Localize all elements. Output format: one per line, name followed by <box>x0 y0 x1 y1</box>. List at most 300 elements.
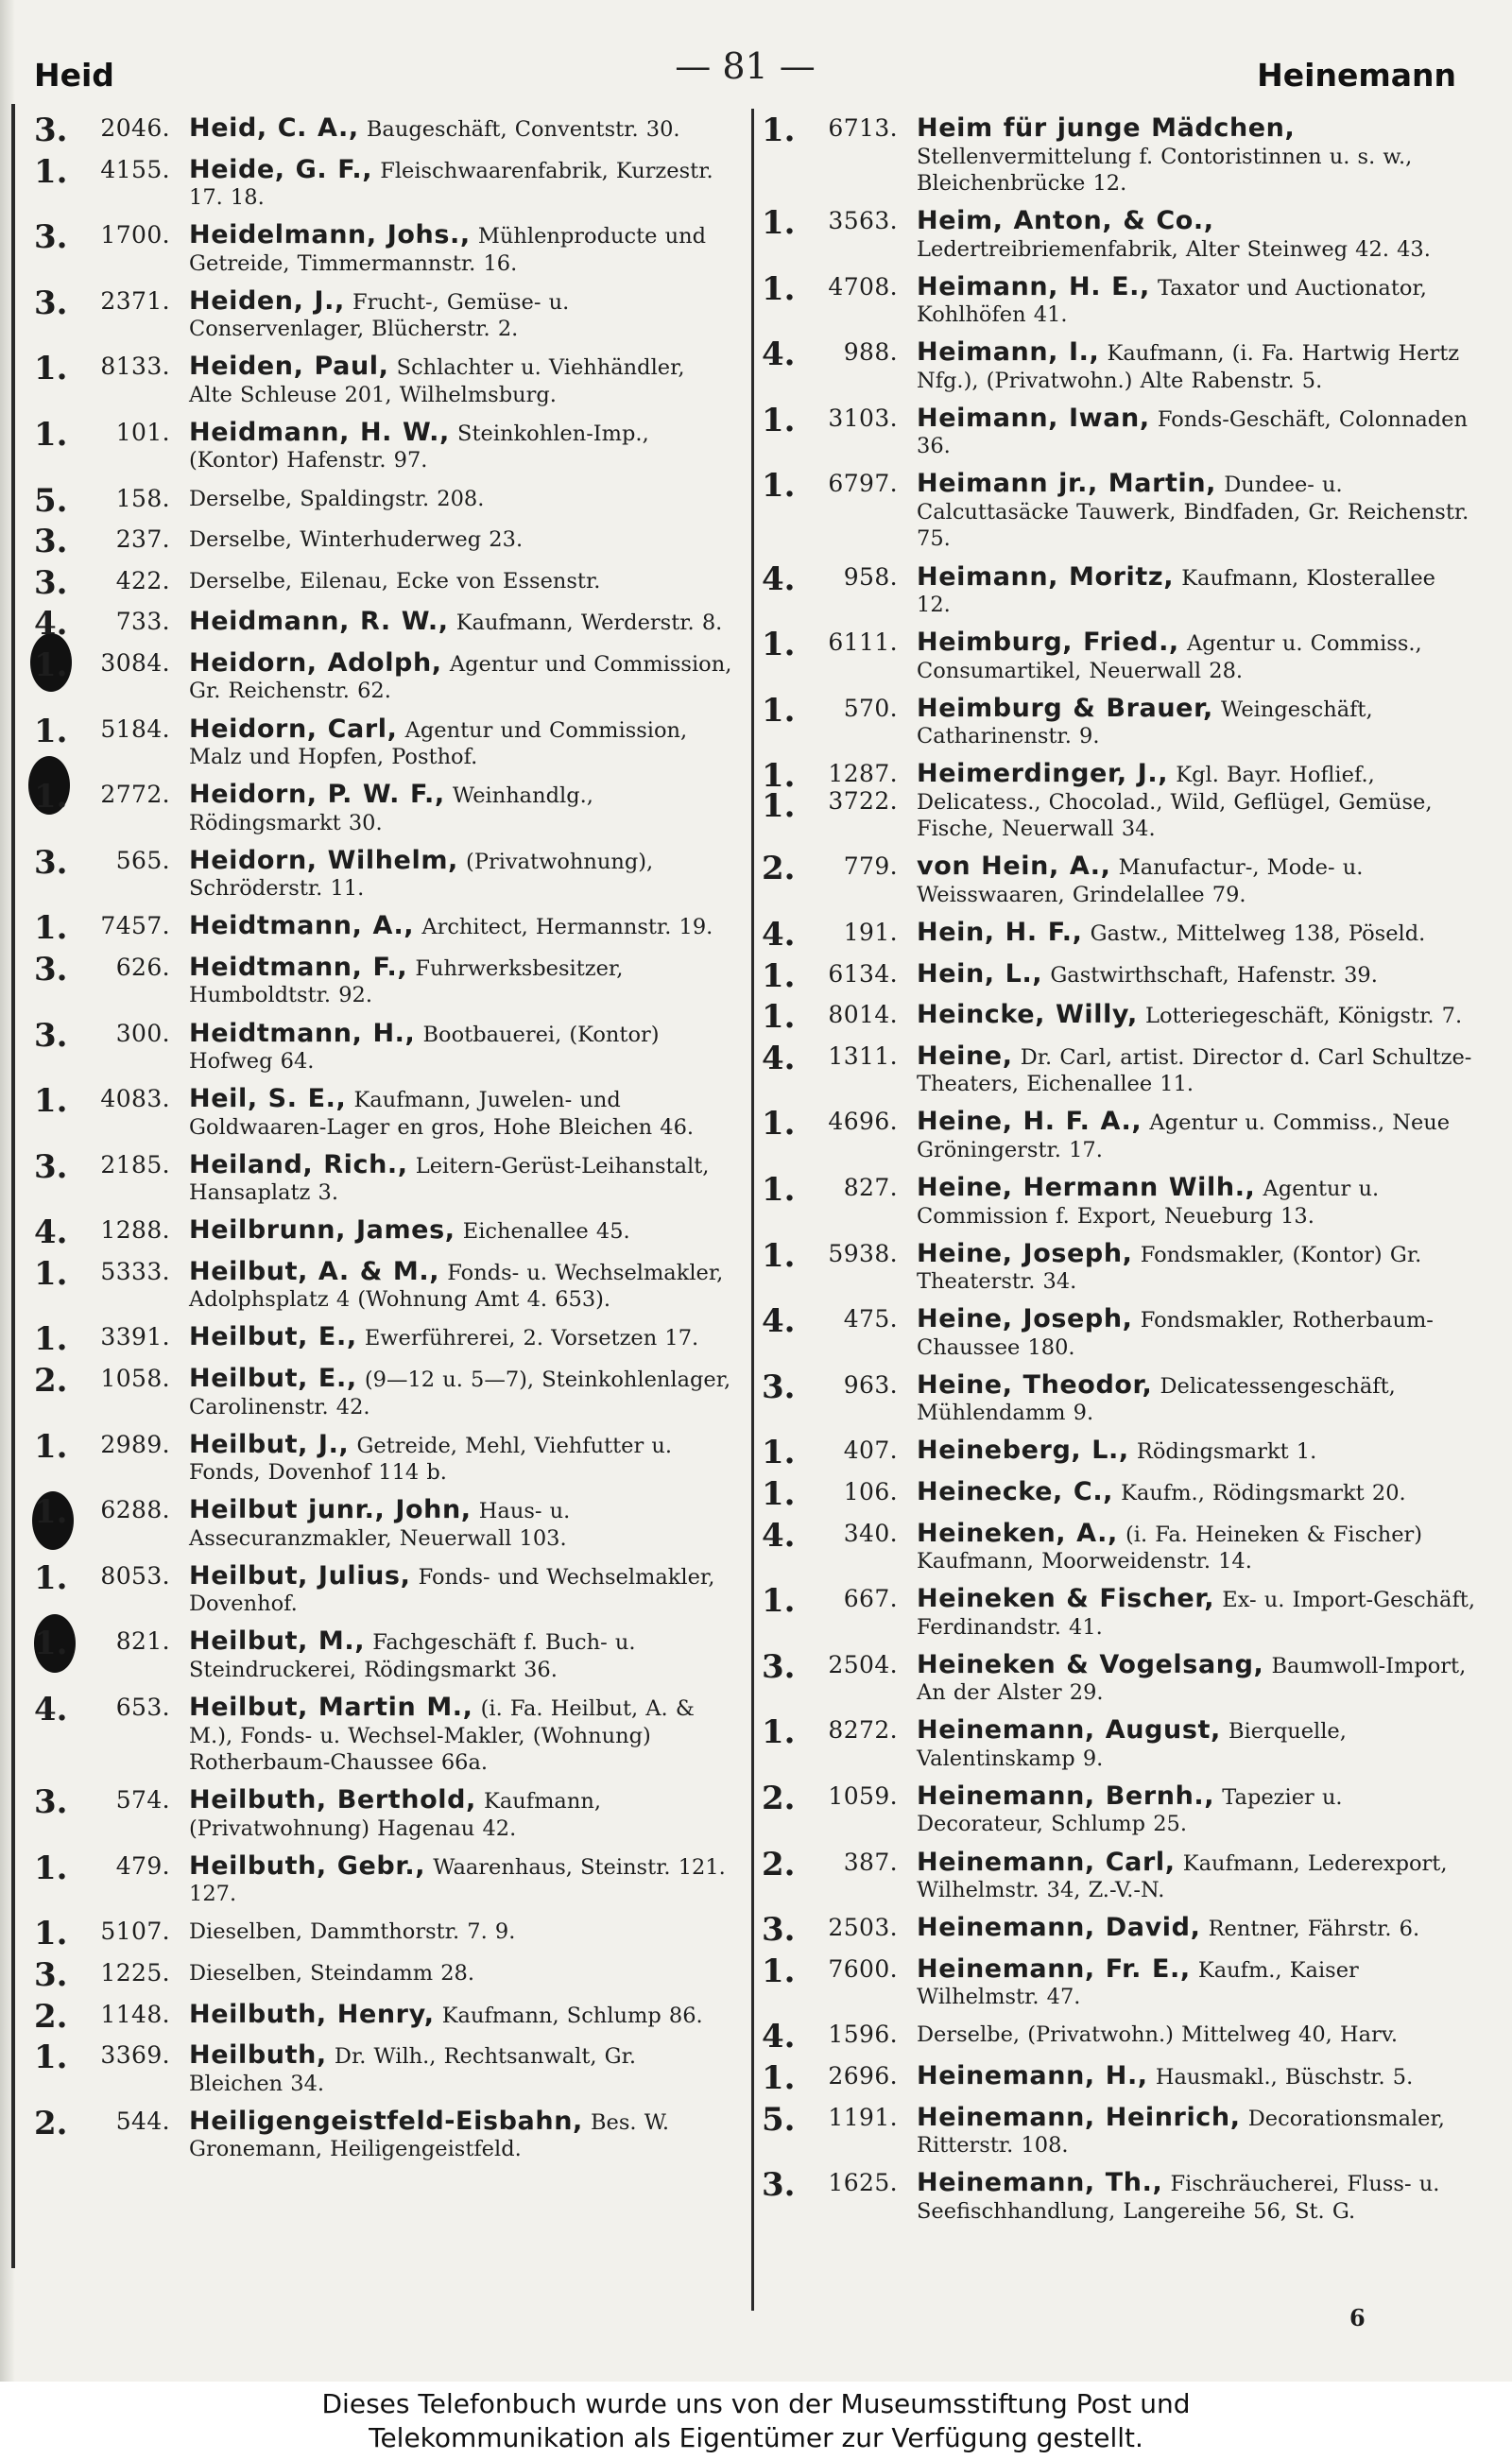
exchange-district: 5. <box>34 481 68 520</box>
exchange-district: 3. <box>762 1647 796 1686</box>
subscriber-details: Agentur u. Commiss., Neue Gröningerstr. 17. <box>917 1110 1451 1162</box>
entry-text <box>917 1649 1476 1707</box>
subscriber-details: Kaufmann, Schlump 86. <box>434 2003 703 2028</box>
subscriber-details: Derselbe, Spaldingstr. 208. <box>189 486 485 511</box>
entry-text <box>189 1018 733 1075</box>
subscriber-name: Heinemann, H., <box>917 2060 1148 2090</box>
phone-number: 1700. <box>100 221 170 249</box>
subscriber-name: Heim, Anton, & Co., <box>917 206 1214 236</box>
exchange-district: 4. <box>34 605 68 644</box>
subscriber-name: Heidmann, R. W., <box>189 607 449 637</box>
phone-number: 237. <box>115 525 170 554</box>
exchange-district: 3. <box>34 1783 68 1822</box>
subscriber-name: Heidorn, Adolph, <box>189 647 442 678</box>
subscriber-name: Heiligengeistfeld-Eisbahn, <box>189 2106 583 2136</box>
directory-entry <box>34 415 733 474</box>
subscriber-name: Heinemann, Bernh., <box>917 1780 1215 1811</box>
exchange-district: 1. <box>762 269 796 308</box>
directory-entry <box>34 605 733 644</box>
subscriber-name: Heine, Joseph, <box>917 1238 1133 1268</box>
directory-entry <box>762 1911 1476 1950</box>
entry-text <box>917 1369 1476 1427</box>
subscriber-details: Kaufmann, Werderstr. 8. <box>448 611 723 636</box>
phone-number: 7457. <box>100 912 170 940</box>
directory-entry <box>762 1302 1476 1361</box>
entry-text <box>189 1999 733 2032</box>
subscriber-name: Hein, H. F., <box>917 918 1083 948</box>
exchange-district: 4. <box>762 916 796 955</box>
directory-entry <box>34 563 733 602</box>
entry-text <box>189 2042 733 2097</box>
entry-text <box>917 2021 1476 2052</box>
exchange-district: 3. <box>34 1016 68 1055</box>
subscriber-details: Taxator und Auctionator, Kohlhöfen 41. <box>917 275 1427 328</box>
subscriber-details: Fleischwaarenfabrik, Kurzestr. 17. 18. <box>189 158 713 211</box>
phone-number: 5184. <box>100 714 170 743</box>
subscriber-details: Fachgeschäft f. Buch- u. Steindruckerei, Rödingsmarkt 36. <box>189 1630 636 1682</box>
subscriber-name: Heidorn, Wilhelm, <box>189 845 458 875</box>
subscriber-name: Heine, H. F. A., <box>917 1107 1143 1137</box>
phone-number: 574. <box>115 1786 170 1815</box>
phone-number: 475. <box>843 1305 898 1333</box>
subscriber-details: Lotteriegeschäft, Königstr. 7. <box>1137 1004 1463 1029</box>
subscriber-name: Heilbuth, Gebr., <box>189 1850 426 1881</box>
phone-number: 4083. <box>100 1085 170 1113</box>
footer-line-1: Dieses Telefonbuch wurde uns von der Museumsstiftung Post und <box>321 2388 1191 2419</box>
entry-text <box>917 2060 1476 2093</box>
subscriber-details: Bes. W. Gronemann, Heiligengeistfeld. <box>189 2109 670 2162</box>
subscriber-name: Heinemann, August, <box>917 1715 1221 1746</box>
subscriber-details: Fonds-Geschäft, Colonnaden 36. <box>917 406 1468 459</box>
exchange-district: 1. <box>34 152 68 191</box>
subscriber-name: Heine, Joseph, <box>917 1304 1133 1334</box>
phone-number: 1596. <box>828 2021 898 2049</box>
subscriber-name: Heilbuth, <box>189 2040 327 2071</box>
entry-text <box>917 853 1476 908</box>
exchange-district: 1. <box>34 415 68 454</box>
directory-entry <box>762 467 1476 553</box>
subscriber-details: Ewerführerei, 2. Vorsetzen 17. <box>356 1326 699 1351</box>
entry-text <box>189 417 733 474</box>
exchange-district: 4. <box>762 559 796 598</box>
directory-entry <box>34 1082 733 1141</box>
subscriber-details: Baugeschäft, Conventstr. 30. <box>358 117 680 142</box>
exchange-district: 1. <box>34 1082 68 1121</box>
exchange-district: 2. <box>34 1362 68 1401</box>
directory-entry <box>762 757 1476 843</box>
subscriber-name: Heineberg, L., <box>917 1436 1129 1466</box>
exchange-district: 3. <box>34 1955 68 1994</box>
entry-text <box>189 1086 733 1141</box>
directory-entry <box>34 1016 733 1075</box>
exchange-district: 1. <box>762 1474 796 1513</box>
subscriber-name: Heilbrunn, James, <box>189 1215 455 1246</box>
entry-text <box>189 1960 733 1990</box>
directory-entry <box>762 335 1476 394</box>
entry-text <box>917 958 1476 991</box>
entry-text <box>917 1586 1476 1641</box>
exchange-district: 1. <box>762 1952 796 1990</box>
exchange-district: 1. <box>34 2039 68 2077</box>
phone-number: 958. <box>843 562 898 591</box>
page-header <box>34 43 1456 100</box>
page-corner-number: 6 <box>1349 2304 1366 2331</box>
phone-number: 6134. <box>828 959 898 988</box>
entry-text <box>189 1324 733 1354</box>
subscriber-name: Heimann, H. E., <box>917 271 1150 301</box>
subscriber-name: Heinemann, Heinrich, <box>917 2102 1241 2132</box>
directory-entry <box>762 2018 1476 2056</box>
phone-number: 191. <box>843 919 898 947</box>
directory-entry <box>762 916 1476 955</box>
entry-text <box>917 1915 1476 1945</box>
directory-entry <box>762 204 1476 263</box>
subscriber-details: Fonds- u. Wechselmakler, Adolphsplatz 4 (Wohnung Amt 4. 653). <box>189 1260 724 1313</box>
subscriber-details: Derselbe, Eilenau, Ecke von Essenstr. <box>189 568 601 593</box>
exchange-district: 1. 1. <box>762 757 796 826</box>
footer-line-2: Telekommunikation als Eigentümer zur Verfügung gestellt. <box>369 2422 1143 2453</box>
subscriber-name: Heiden, J., <box>189 285 345 316</box>
exchange-district: 4. <box>762 1516 796 1555</box>
phone-number: 733. <box>115 608 170 636</box>
exchange-district: 1. <box>762 626 796 664</box>
page-number-header: — 81 — <box>675 45 816 87</box>
subscriber-details: Dr. Wilh., Rechtsanwalt, Gr. Bleichen 34. <box>189 2044 637 2096</box>
subscriber-name: Heil, S. E., <box>189 1084 347 1114</box>
phone-number: 1148. <box>100 2000 170 2028</box>
subscriber-details: Kaufmann, (Privatwohnung) Hagenau 42. <box>189 1789 601 1841</box>
subscriber-details: Bootbauerei, (Kontor) Hofweg 64. <box>189 1022 660 1074</box>
subscriber-details: Ledertreibriemenfabrik, Alter Steinweg 42. 43. <box>917 236 1431 262</box>
entry-text <box>189 285 733 343</box>
directory-entry <box>34 2039 733 2097</box>
subscriber-name: Heilbut, E., <box>189 1364 357 1394</box>
phone-number: 2504. <box>828 1650 898 1678</box>
entry-text <box>917 761 1476 843</box>
exchange-district: 1. <box>762 401 796 439</box>
exchange-district: 1. <box>34 1254 68 1293</box>
directory-entry <box>762 850 1476 908</box>
exchange-district: 3. <box>762 1368 796 1406</box>
subscriber-details: Haus- u. Assecuranzmakler, Neuerwall 103. <box>189 1499 571 1551</box>
subscriber-name: Heinemann, Th., <box>917 2168 1163 2198</box>
directory-entry <box>34 1213 733 1252</box>
entry-text <box>189 782 733 836</box>
phone-number: 6797. <box>828 470 898 498</box>
subscriber-details: (i. Fa. Heineken & Fischer) Kaufmann, Moorweidenstr. 14. <box>917 1522 1423 1574</box>
subscriber-details: Derselbe, Winterhuderweg 23. <box>189 527 524 553</box>
directory-entry <box>34 1427 733 1487</box>
entry-text <box>917 1043 1476 1098</box>
phone-number: 422. <box>115 566 170 594</box>
exchange-district: 1. <box>34 1849 68 1887</box>
entry-text <box>189 2108 733 2163</box>
entry-text <box>917 629 1476 684</box>
subscriber-name: Heine, Theodor, <box>917 1369 1153 1400</box>
subscriber-name: Heilbut, Martin M., <box>189 1693 473 1723</box>
entry-text <box>189 913 733 943</box>
phone-number: 158. <box>115 484 170 512</box>
subscriber-details: Kaufm., Rödingsmarkt 20. <box>1113 1480 1406 1505</box>
subscriber-details: Ex- u. Import-Geschäft, Ferdinandstr. 41. <box>917 1588 1475 1640</box>
left-column <box>34 112 733 2174</box>
exchange-district: 1. <box>34 1625 68 1663</box>
exchange-district: 1. <box>762 1582 796 1621</box>
subscriber-name: Heineken & Fischer, <box>917 1584 1215 1614</box>
entry-text <box>917 1717 1476 1772</box>
subscriber-name: Hein, L., <box>917 958 1043 989</box>
directory-entry <box>34 1915 733 1953</box>
subscriber-name: Heidelmann, Johs., <box>189 220 471 250</box>
exchange-district: 3. <box>34 218 68 257</box>
exchange-district: 3. <box>34 563 68 602</box>
subscriber-name: Heilbuth, Berthold, <box>189 1785 476 1815</box>
entry-text <box>189 647 733 705</box>
subscriber-name: Heilbut, J., <box>189 1429 350 1459</box>
entry-text <box>189 1366 733 1420</box>
directory-entry <box>34 1320 733 1359</box>
subscriber-details: Weingeschäft, Catharinenstr. 9. <box>917 697 1373 749</box>
exchange-district: 1. <box>762 1236 796 1275</box>
directory-entry <box>34 523 733 561</box>
phone-number: 387. <box>843 1848 898 1876</box>
subscriber-name: Heidtmann, F., <box>189 952 408 982</box>
subscriber-name: Heilbuth, Henry, <box>189 1999 435 2029</box>
directory-entry <box>762 559 1476 619</box>
exchange-district: 1. <box>34 778 68 817</box>
subscriber-details: Agentur und Commission, Gr. Reichenstr. 62. <box>189 651 732 704</box>
subscriber-name: Heinemann, Carl, <box>917 1847 1176 1877</box>
subscriber-name: Heineken & Vogelsang, <box>917 1649 1264 1679</box>
entry-text <box>189 952 733 1009</box>
phone-number: 653. <box>115 1694 170 1722</box>
entry-text <box>189 1694 733 1777</box>
phone-number: 4708. <box>828 272 898 301</box>
exchange-district: 4. <box>762 2018 796 2056</box>
directory-entry <box>34 1147 733 1207</box>
entry-text <box>917 1518 1476 1575</box>
subscriber-name: Heine, <box>917 1041 1013 1071</box>
directory-entry <box>762 1039 1476 1098</box>
phone-number: 2046. <box>100 114 170 142</box>
subscriber-name: Heimann, Moritz, <box>917 561 1175 592</box>
exchange-district: 2. <box>762 1779 796 1817</box>
subscriber-name: Heidmann, H. W., <box>189 417 450 447</box>
entry-text <box>189 115 733 146</box>
directory-entry <box>762 269 1476 329</box>
directory-entry <box>34 1783 733 1842</box>
exchange-district: 1. <box>34 1320 68 1359</box>
phone-number: 4696. <box>828 1108 898 1136</box>
exchange-district: 1. <box>34 350 68 388</box>
exchange-district: 1. <box>762 956 796 995</box>
phone-number: 2772. <box>100 781 170 809</box>
entry-text <box>917 920 1476 950</box>
subscriber-name: Heilbut, A. & M., <box>189 1256 440 1286</box>
directory-entry <box>762 112 1476 198</box>
exchange-district: 2. <box>762 850 796 888</box>
subscriber-name: Heimburg & Brauer, <box>917 693 1213 723</box>
subscriber-name: Heim für junge Mädchen, <box>917 113 1296 143</box>
subscriber-details: Manufactur-, Mode- u. Weisswaaren, Grindelallee 79. <box>917 855 1364 907</box>
phone-number: 5333. <box>100 1257 170 1285</box>
directory-entry <box>34 1625 733 1683</box>
entry-text <box>189 568 733 598</box>
directory-entry <box>762 998 1476 1037</box>
phone-number: 106. <box>843 1477 898 1505</box>
entry-text <box>917 1476 1476 1509</box>
directory-entry <box>34 1849 733 1908</box>
directory-entry <box>762 1434 1476 1472</box>
phone-number: 8133. <box>100 353 170 381</box>
directory-entry <box>762 1779 1476 1838</box>
exchange-district: 4. <box>762 335 796 374</box>
directory-entry <box>762 1582 1476 1641</box>
exchange-district: 1. <box>34 909 68 948</box>
directory-entry <box>762 626 1476 684</box>
subscriber-details: Delicatessengeschäft, Mühlendamm 9. <box>917 1373 1396 1426</box>
subscriber-details: Fonds- und Wechselmakler, Dovenhof. <box>189 1564 715 1617</box>
phone-number: 1059. <box>828 1781 898 1810</box>
column-divider <box>751 109 754 2311</box>
phone-number: 300. <box>115 1019 170 1047</box>
phone-number: 6288. <box>100 1496 170 1524</box>
exchange-district: 3. <box>34 112 68 149</box>
subscriber-details: Kgl. Bayr. Hoflief., Delicatess., Chocolad., Wild, Geflügel, Gemüse, Fische, Neuerwall 34. <box>917 763 1433 842</box>
directory-entry <box>34 350 733 408</box>
exchange-district: 1. <box>762 1171 796 1209</box>
directory-entry <box>34 481 733 520</box>
subscriber-name: Heid, C. A., <box>189 113 359 143</box>
entry-text <box>189 1217 733 1247</box>
entry-text <box>189 1256 733 1314</box>
exchange-district: 4. <box>762 1039 796 1077</box>
phone-number: 1058. <box>100 1365 170 1393</box>
directory-entry <box>762 1171 1476 1230</box>
subscriber-details: Baumwoll-Import, An der Alster 29. <box>917 1653 1467 1706</box>
subscriber-details: Rentner, Fährstr. 6. <box>1200 1917 1420 1942</box>
exchange-district: 2. <box>34 2104 68 2142</box>
subscriber-details: Tapezier u. Decorateur, Schlump 25. <box>917 1784 1343 1837</box>
phone-number: 1311. <box>828 1041 898 1070</box>
phone-number: 3084. <box>100 648 170 677</box>
subscriber-details: Fischräucherei, Fluss- u. Seefischhandlung, Langereihe 56, St. G. <box>917 2172 1440 2224</box>
subscriber-name: Heidtmann, A., <box>189 911 415 941</box>
directory-entry <box>34 1955 733 1994</box>
phone-number: 779. <box>843 852 898 881</box>
subscriber-name: Heilbut junr., John, <box>189 1495 472 1525</box>
subscriber-name: Heidorn, Carl, <box>189 714 398 744</box>
phone-number: 3391. <box>100 1323 170 1351</box>
right-column <box>762 112 1476 2236</box>
subscriber-name: Heilbut, M., <box>189 1626 366 1657</box>
exchange-district: 1. <box>762 1713 796 1752</box>
subscriber-details: Dieselben, Steindamm 28. <box>189 1960 475 1986</box>
exchange-district: 3. <box>34 843 68 882</box>
entry-text <box>917 115 1476 198</box>
phone-number: 2371. <box>100 286 170 315</box>
subscriber-details: Leitern-Gerüst-Leihanstalt, Hansaplatz 3. <box>189 1153 710 1206</box>
subscriber-details: Fondsmakler, Rotherbaum-Chaussee 180. <box>917 1308 1434 1360</box>
subscriber-details: Waarenhaus, Steinstr. 121. 127. <box>189 1854 726 1907</box>
entry-text <box>917 1175 1476 1230</box>
entry-text <box>189 353 733 408</box>
phone-number: 5938. <box>828 1239 898 1267</box>
phone-number: 1287. 3722. <box>828 760 898 815</box>
entry-text <box>917 208 1476 263</box>
directory-entry <box>762 1236 1476 1296</box>
exchange-district: 4. <box>34 1213 68 1252</box>
directory-entry <box>34 1691 733 1777</box>
entry-text <box>189 1850 733 1908</box>
exchange-district: 1. <box>762 998 796 1037</box>
exchange-district: 3. <box>762 2166 796 2205</box>
phone-number: 6111. <box>828 628 898 657</box>
directory-entry <box>34 843 733 903</box>
subscriber-details: Kaufmann, (i. Fa. Hartwig Hertz Nfg.), (Privatwohn.) Alte Rabenstr. 5. <box>917 341 1460 393</box>
phone-number: 8272. <box>828 1716 898 1745</box>
subscriber-details: Decorationsmaler, Ritterstr. 108. <box>917 2106 1445 2158</box>
directory-entry <box>762 401 1476 460</box>
subscriber-details: Hausmakl., Büschstr. 5. <box>1147 2064 1414 2090</box>
directory-entry <box>762 1474 1476 1513</box>
subscriber-name: Heimerdinger, J., <box>917 759 1169 789</box>
directory-entry <box>762 1105 1476 1163</box>
entry-text <box>917 1953 1476 2011</box>
subscriber-name: Heilbut, E., <box>189 1322 357 1352</box>
phone-number: 3369. <box>100 2041 170 2070</box>
directory-entry <box>34 950 733 1009</box>
directory-entry <box>34 218 733 277</box>
phone-number: 963. <box>843 1370 898 1399</box>
phone-number: 5107. <box>100 1918 170 1946</box>
directory-entry <box>762 2100 1476 2159</box>
phone-number: 1191. <box>828 2103 898 2131</box>
directory-entry <box>762 1368 1476 1427</box>
exchange-district: 1. <box>762 112 796 149</box>
subscriber-details: Stellenvermittelung f. Contoristinnen u. s. w., Bleichenbrücke 12. <box>917 144 1413 196</box>
subscriber-details: Fuhrwerksbesitzer, Humboldtstr. 92. <box>189 955 624 1008</box>
entry-text <box>189 845 733 903</box>
directory-entry <box>34 909 733 948</box>
subscriber-name: Heincke, Willy, <box>917 1000 1138 1030</box>
subscriber-name: Heimann jr., Martin, <box>917 469 1217 499</box>
directory-entry <box>762 2058 1476 2097</box>
exchange-district: 3. <box>34 950 68 989</box>
subscriber-details: Dr. Carl, artist. Director d. Carl Schultze-Theaters, Eichenallee 11. <box>917 1044 1472 1097</box>
phone-number: 4155. <box>100 155 170 183</box>
phone-number: 1288. <box>100 1216 170 1245</box>
phone-number: 8053. <box>100 1561 170 1590</box>
phone-number: 6713. <box>828 114 898 142</box>
entry-text <box>917 693 1476 750</box>
exchange-district: 2. <box>762 1845 796 1884</box>
phone-number: 2503. <box>828 1914 898 1942</box>
phone-number: 1225. <box>100 1958 170 1987</box>
exchange-district: 1. <box>34 1493 68 1532</box>
directory-entry <box>34 1254 733 1314</box>
directory-entry <box>34 1493 733 1552</box>
entry-text <box>189 486 733 516</box>
entry-text <box>189 526 733 557</box>
entry-text <box>917 561 1476 619</box>
subscriber-name: Heinemann, Fr. E., <box>917 1953 1191 1984</box>
phone-number: 8014. <box>828 1001 898 1029</box>
entry-text <box>917 2170 1476 2225</box>
subscriber-details: Dieselben, Dammthorstr. 7. 9. <box>189 1919 516 1945</box>
entry-text <box>917 1002 1476 1032</box>
directory-entry <box>762 956 1476 995</box>
